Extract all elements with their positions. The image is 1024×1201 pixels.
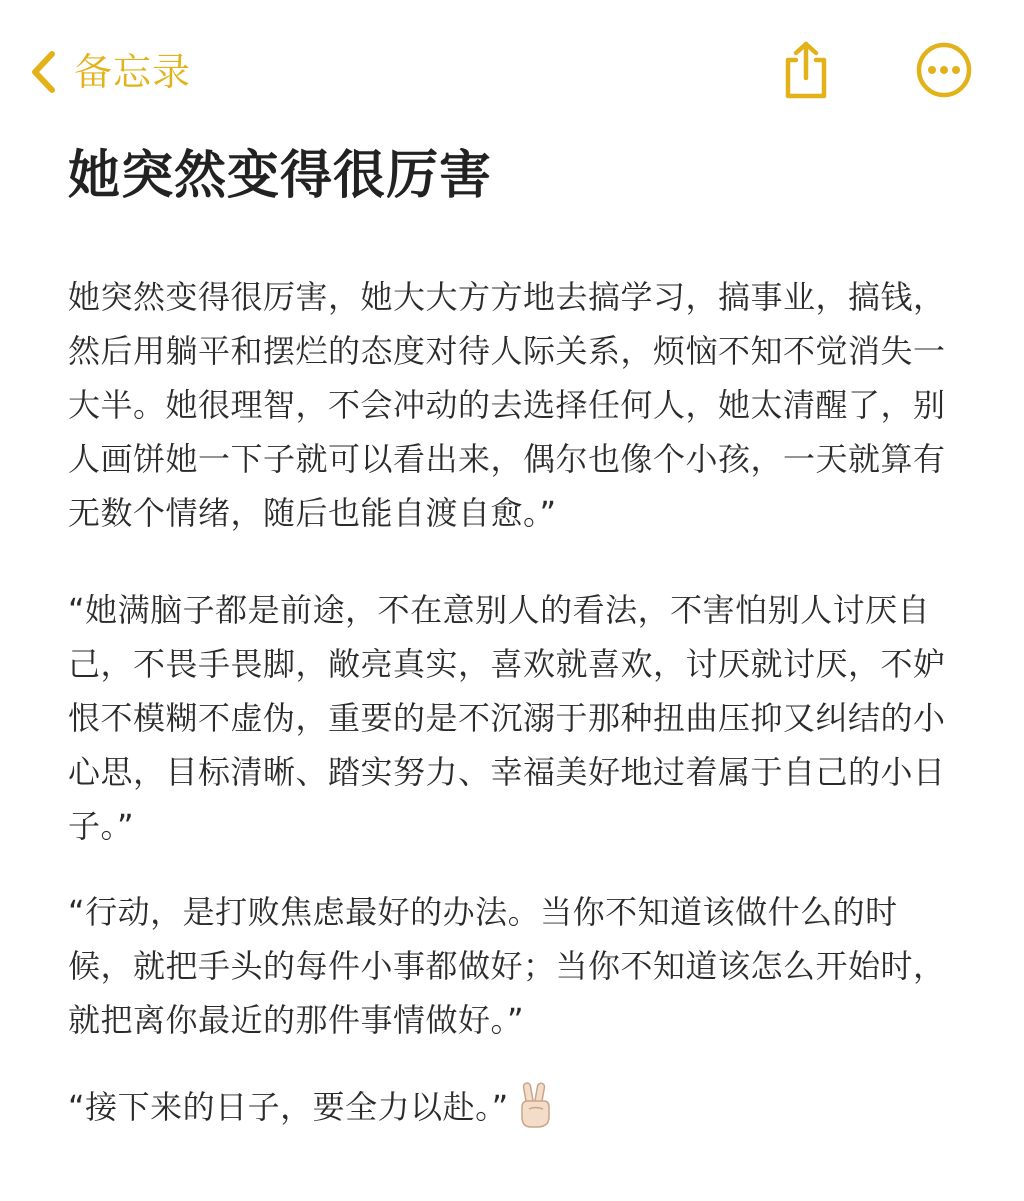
share-button[interactable] bbox=[774, 40, 838, 104]
back-label: 备忘录 bbox=[74, 50, 192, 94]
note-paragraph: 她突然变得很厉害，她大大方方地去搞学习，搞事业，搞钱，然后用躺平和摆烂的态度对待人际关系，烦恼不知不觉消失一大半。她很理智，不会冲动的去选择任何人，她太清醒了，别人画饼她一下子就可以看出来，偶尔也像个小孩，一天就算有无数个情绪，随后也能自渡自愈。” bbox=[68, 278, 946, 532]
more-button[interactable] bbox=[912, 40, 976, 104]
note-paragraph: “接下来的日子，要全力以赴。” bbox=[68, 1088, 509, 1126]
note-paragraph: “她满脑子都是前途，不在意别人的看法，不害怕别人讨厌自己，不畏手畏脚，敞亮真实，喜欢就喜欢，讨厌就讨厌，不妒恨不模糊不虚伪，重要的是不沉溺于那种扭曲压抑又纠结的小心思，目标清晰、踏实努力、幸福美好地过着属于自己的小日子。” bbox=[68, 591, 946, 845]
navigation-bar bbox=[0, 0, 1024, 140]
chevron-left-icon bbox=[30, 50, 56, 94]
victory-hand-emoji bbox=[517, 1081, 553, 1133]
back-button[interactable] bbox=[30, 44, 191, 100]
note-paragraph: “行动，是打败焦虑最好的办法。当你不知道该做什么的时候，就把手头的每件小事都做好；当你不知道该怎么开始时，就把离你最近的那件事情做好。” bbox=[68, 893, 946, 1039]
share-icon bbox=[779, 40, 833, 104]
note-last-line bbox=[68, 1080, 958, 1134]
note-title[interactable]: 她突然变得很厉害 bbox=[68, 146, 493, 206]
more-circle-icon bbox=[915, 41, 973, 103]
